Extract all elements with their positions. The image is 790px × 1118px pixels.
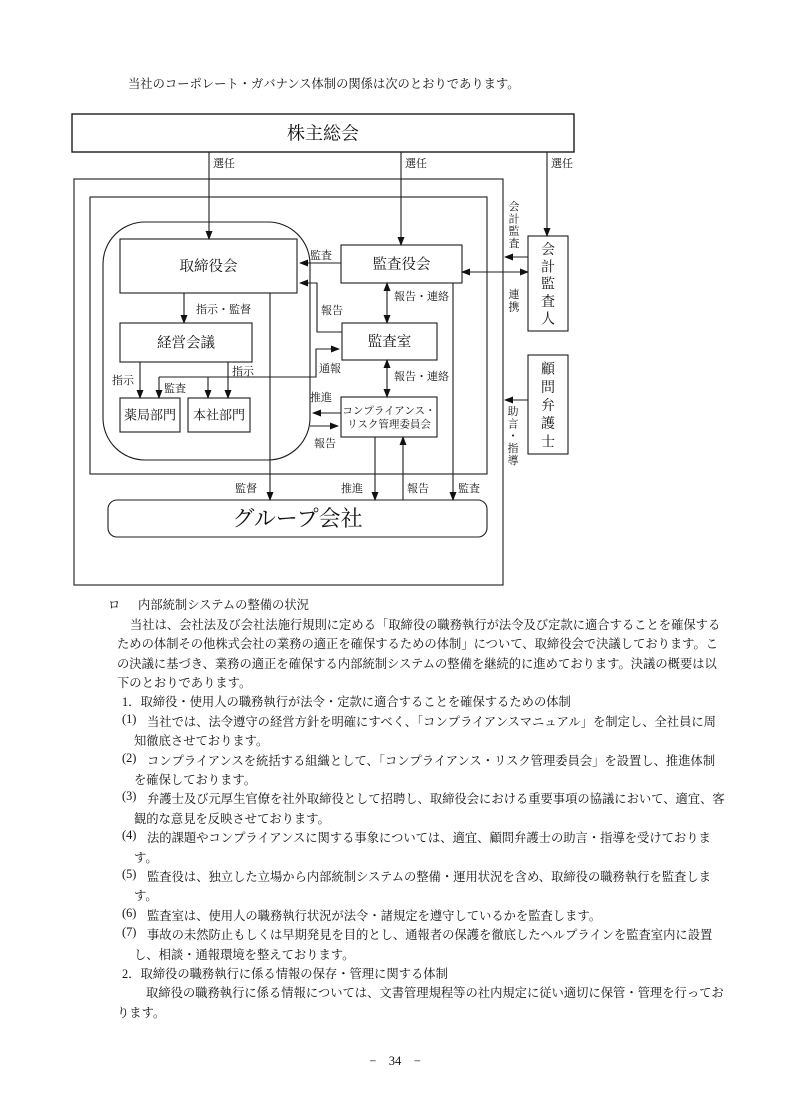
text-line [0,673,790,692]
edge-label: 言 [507,418,519,431]
box-label: 経営会議 [157,335,215,352]
text-segment: 弁護士及び元厚生官僚を社外取締役として招聘し、取締役会における重要事項の協議において、適宜、客 [147,792,725,806]
box-board-of-directors [120,239,297,293]
text-segment: (1) [122,712,137,726]
box-pharmacy-division [120,398,180,432]
box-label: 薬局部門 [123,407,177,423]
box-group-companies [108,500,487,537]
text-segment: 監査役は、独立した立場から内部統制システムの整備・運用状況を含め、取締役の職務執行を監査しま [147,870,711,884]
edge-label: 連 [508,289,520,301]
text-segment: 2．取締役の職務執行に係る情報の保存・管理に関する体制 [122,967,448,981]
edge-label: 推進 [341,483,363,495]
box-label: 監査役会 [372,257,431,274]
edge-label: 報告 [407,483,429,495]
text-line [0,848,790,867]
text-line [0,828,790,847]
text-segment: の決議に基づき、業務の適正を確保する内部統制システムの整備を継続的に進めております。決議の概要は以 [117,657,717,671]
box-label: リスク管理委員会 [347,419,431,431]
box-label: 士 [541,435,555,451]
edge-label: 導 [507,455,519,468]
text-segment: (5) [122,867,137,881]
edge-label: 報告 [314,438,336,450]
box-label: 護 [541,417,555,433]
edge-label: ・ [507,430,519,443]
box-label: グループ会社 [232,506,363,532]
box-shareholders-meeting [72,114,574,152]
text-line [0,886,790,905]
text-line [0,654,790,673]
box-head-office-division [188,398,250,432]
text-line [0,867,790,886]
text-segment: 監査室は、使用人の職務執行状況が法令・諸規定を遵守しているかを監査します。 [147,909,602,923]
text-segment: 当社は、会社法及び会社法施行規則に定める「取締役の職務執行が法令及び定款に適合することを確保する [130,618,721,632]
edge-label: 助 [507,406,519,418]
edge-label: 監督 [235,483,257,495]
text-line [0,925,790,944]
edge-label: 選任 [551,158,573,170]
text-segment: 内部統制システムの整備の状況 [138,598,309,612]
text-line [0,809,790,828]
text-segment: (3) [122,789,137,803]
text-segment: す。 [134,889,158,903]
box-label: 問 [541,380,555,396]
edge-label: 選任 [213,158,235,170]
edge-label: 監査 [310,250,332,262]
text-segment: 法的課題やコンプライアンスに関する事象については、適宜、顧問弁護士の助言・指導を受けておりま [147,831,711,845]
edge-label: 指示 [232,366,254,378]
page-number: − 34 − [369,1054,421,1068]
edge-label: 携 [508,301,520,314]
text-segment: ります。 [117,1006,166,1020]
text-line [0,634,790,653]
text-line [0,595,790,614]
box-label: 本社部門 [192,407,246,423]
text-line [0,751,790,770]
text-segment: 当社では、法令遵守の経営方針を明確にすべく、「コンプライアンスマニュアル」を制定し、全社員に周 [147,715,716,729]
text-segment: ための体制その他株式会社の業務の適正を確保するための体制」について、取締役会で決議しております。こ [117,637,719,651]
edge-label: 指示 [112,375,134,387]
edge-label: 選任 [405,158,427,170]
text-segment: を確保しております。 [134,773,256,787]
text-segment: (2) [122,751,137,765]
text-segment: (6) [122,906,137,920]
edge-label: 指示・監督 [196,304,251,316]
text-line [0,789,790,808]
box-label: 計 [541,260,555,276]
box-corporate-lawyer [528,355,568,454]
box-label: 監査室 [367,334,412,351]
text-line [0,1003,790,1022]
text-segment: 事故の未然防止もしくは早期発見を目的とし、通報者の保護を徹底したヘルプラインを監査室内に設置 [147,928,713,942]
text-segment: す。 [134,851,158,865]
edge-label: 監査 [458,483,480,495]
text-segment: 下のとおりであります。 [117,676,252,690]
text-segment: 観的な意見を反映させております。 [134,812,330,826]
text-segment: (7) [122,925,137,939]
box-label: 監 [541,277,555,293]
box-accounting-auditor [528,236,568,331]
edge-label: 査 [508,237,520,250]
edge-label: 報告 [321,305,343,317]
box-label: 取締役会 [179,259,238,276]
text-line [0,983,790,1002]
box-label: 会 [541,242,555,258]
text-segment: コンプライアンスを統括する組織として、「コンプライアンス・リスク管理委員会」を設置し、推進体制 [147,754,716,768]
box-audit-board [341,245,462,283]
edge-label: 報告・連絡 [394,291,449,303]
text-line [0,906,790,925]
box-label: コンプライアンス・ [342,405,436,417]
text-line [0,945,790,964]
box-label: 人 [541,312,555,328]
edge-label: 指 [507,442,519,455]
box-management-council [120,323,252,362]
box-label: 顧 [541,362,555,378]
text-segment: (4) [122,828,137,842]
text-line [0,731,790,750]
box-label: 株主総会 [287,123,359,144]
text-segment: 1．取締役・使用人の職務執行が法令・定款に適合することを確保するための体制 [122,695,571,709]
text-segment: 取締役の職務執行に係る情報については、文書管理規程等の社内規定に従い適切に保管・管理を行ってお [146,986,724,1000]
box-audit-office [342,323,437,360]
edge-label: 計 [508,213,520,226]
box-compliance-risk-committee [341,397,437,437]
edge-label: 会 [508,201,520,213]
text-line [0,770,790,789]
edge-label: 通報 [319,363,341,375]
text-segment: し、相談・通報環境を整えております。 [134,948,355,962]
text-line [0,712,790,731]
edge-label: 監査 [164,383,186,395]
text-segment: 知徹底させております。 [134,734,269,748]
edge-label: 報告・連絡 [394,371,449,383]
box-label: 弁 [541,398,555,414]
edge-label: 監 [508,225,520,238]
edge-label: 推進 [310,392,332,404]
box-label: 査 [541,295,555,311]
text-line [0,615,790,634]
intro-text: 当社のコーポレート・ガバナンス体制の関係は次のとおりであります。 [128,77,520,91]
text-line [0,964,790,983]
text-line [0,692,790,711]
text-segment: ロ [108,598,121,612]
